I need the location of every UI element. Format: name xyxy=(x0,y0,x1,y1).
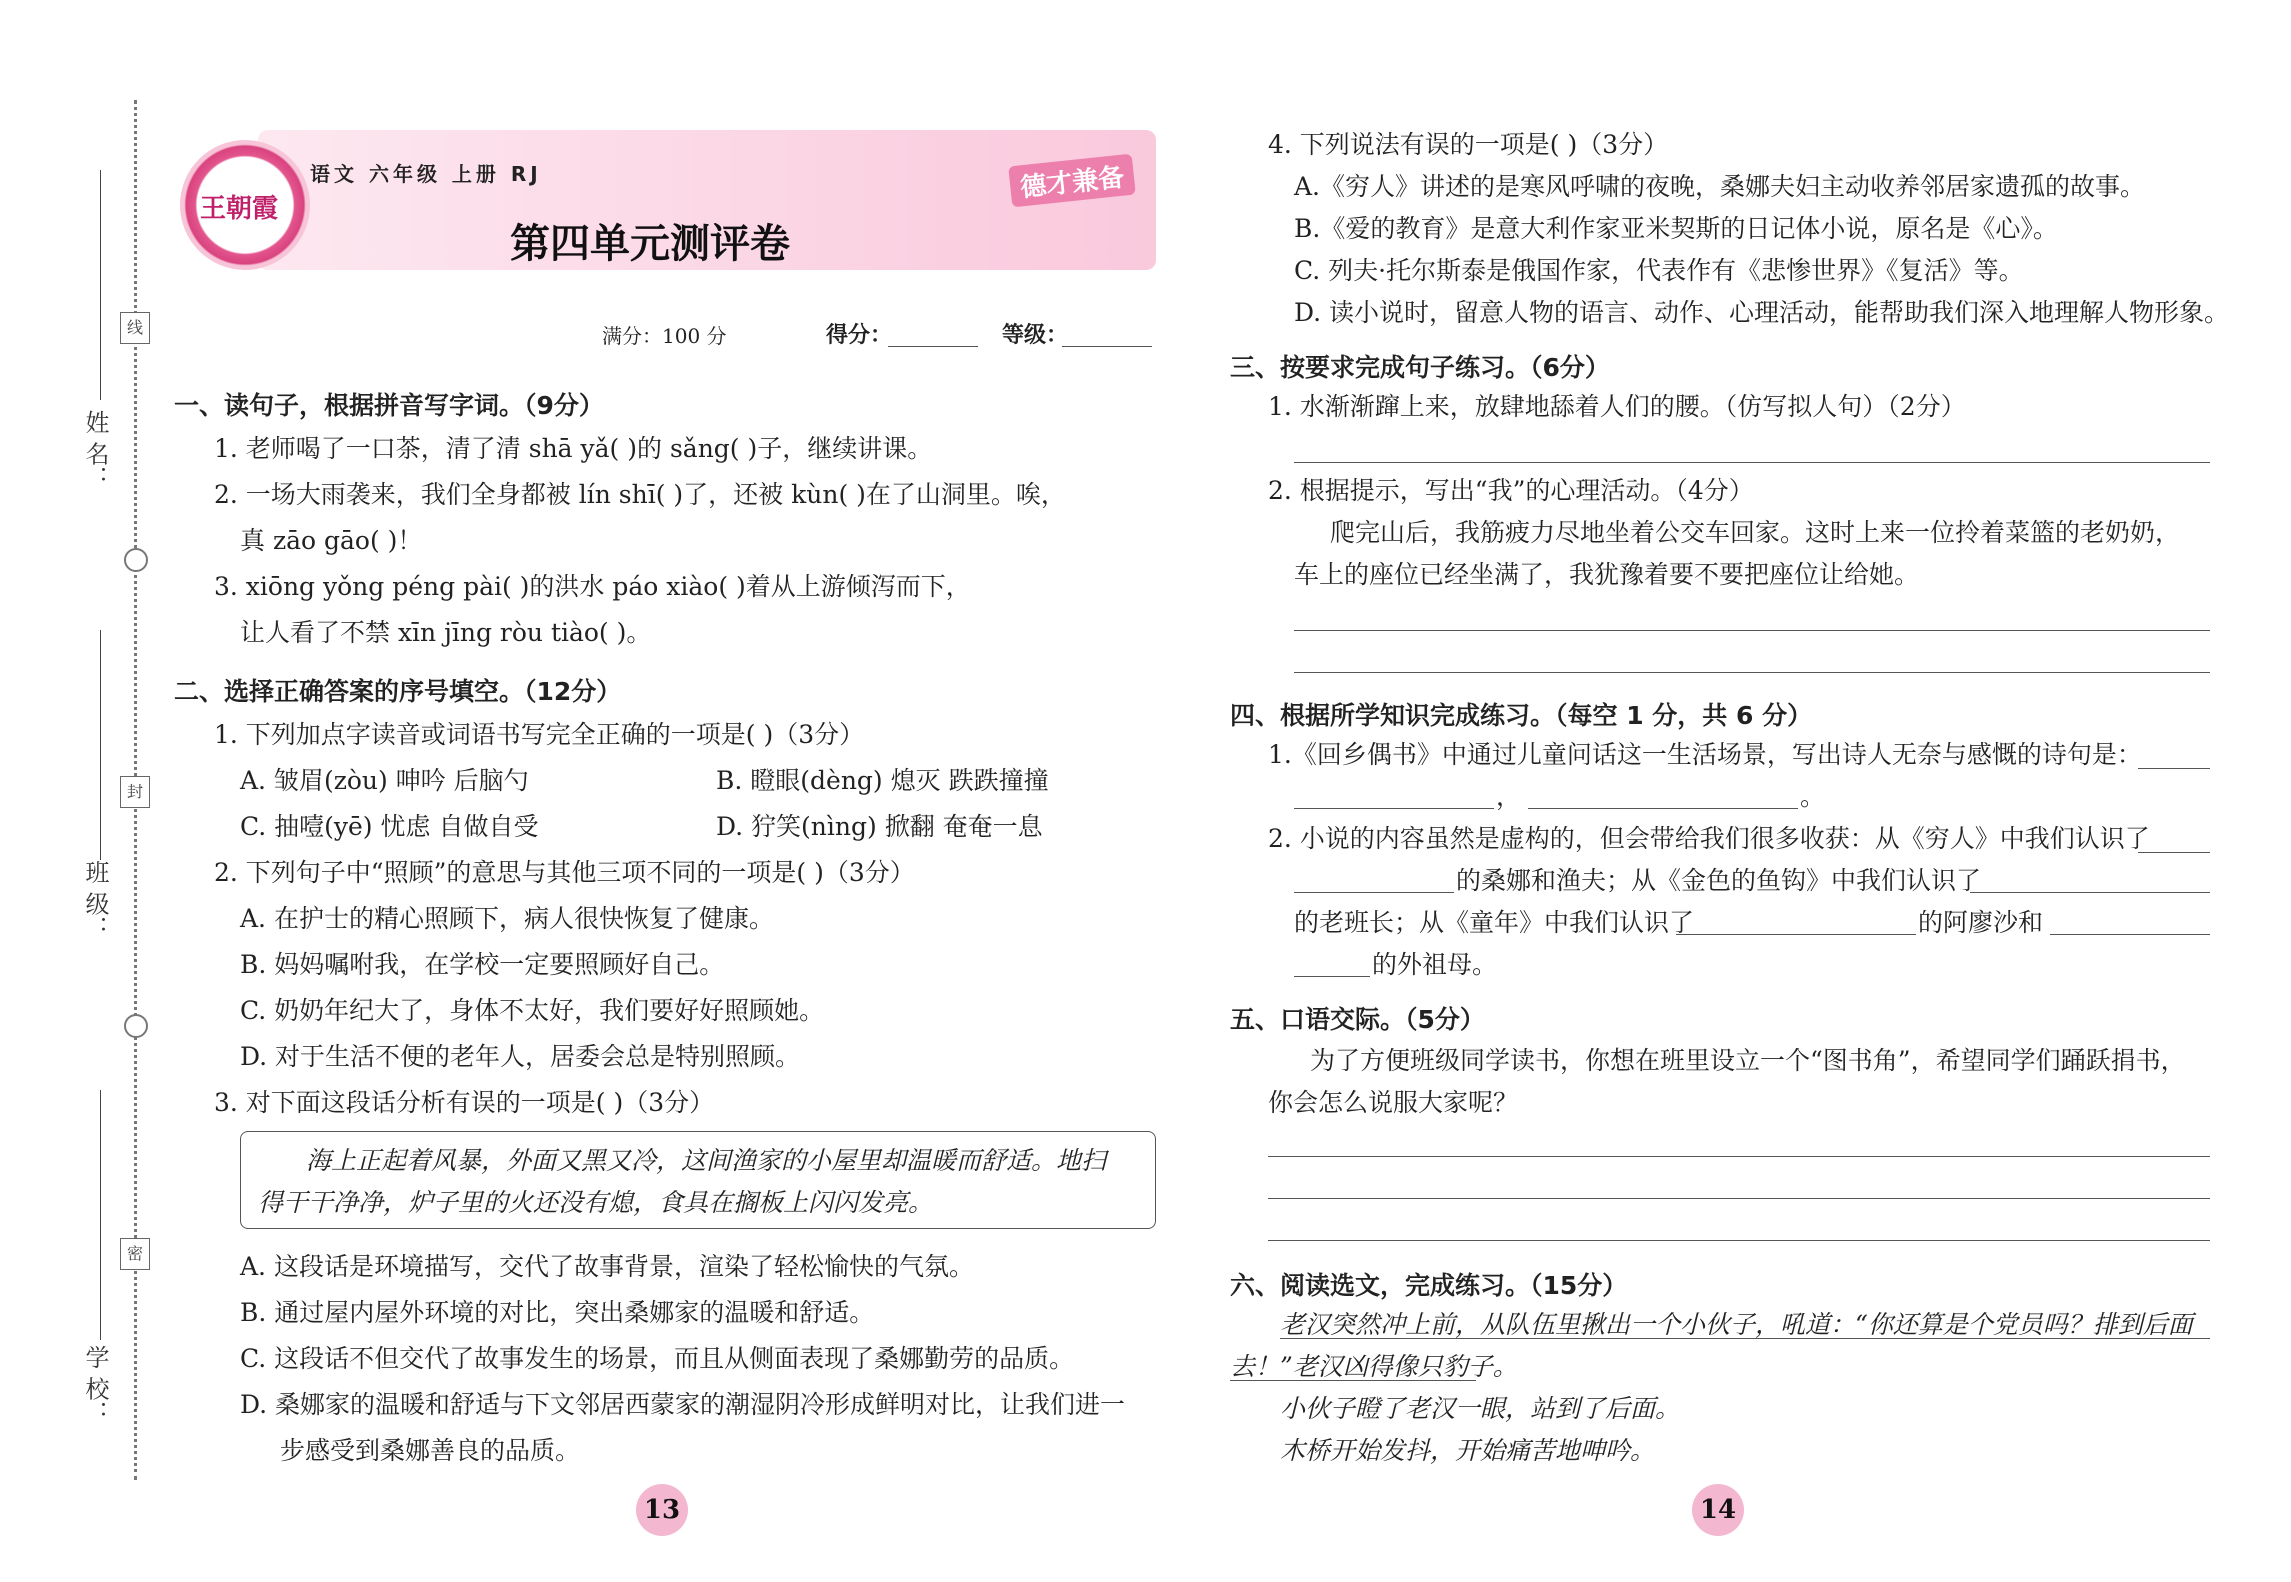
class-underline xyxy=(100,630,101,860)
option-2-4-b: B.《爱的教育》是意大利作家亚米契斯的日记体小说，原名是《心》。 xyxy=(1294,214,2058,243)
question-4-2-cont-4: 的外祖母。 xyxy=(1372,950,1498,979)
passage-line-1: 海上正起着风暴，外面又黑又冷，这间渔家的小屋里却温暖而舒适。地扫 xyxy=(306,1146,1107,1175)
subject-line: 语文 六年级 上册 RJ xyxy=(310,162,542,186)
option-2-3-c: C. 这段话不但交代了故事发生的场景，而且从侧面表现了桑娜勤劳的品质。 xyxy=(240,1344,1075,1373)
answer-blank[interactable] xyxy=(1528,808,1798,809)
option-2-2-c: C. 奶奶年纪大了，身体不太好，我们要好好照顾她。 xyxy=(240,996,825,1025)
question-3-1: 1. 水渐渐蹿上来，放肆地舔着人们的腰。（仿写拟人句）（2分） xyxy=(1268,392,1966,421)
section-4-heading: 四、根据所学知识完成练习。（每空 1 分，共 6 分） xyxy=(1230,701,1813,730)
answer-blank[interactable] xyxy=(2138,768,2210,769)
question-2-4: 4. 下列说法有误的一项是( )（3分） xyxy=(1268,130,1669,159)
option-2-1-a: A. 皱眉(zòu) 呻吟 后脑勺 xyxy=(240,766,529,795)
page-title: 第四单元测评卷 xyxy=(510,221,790,267)
question-3-2: 2. 根据提示，写出“我”的心理活动。（4分） xyxy=(1268,476,1754,505)
reading-line-2: 去！”老汉凶得像只豹子。 xyxy=(1230,1352,1518,1381)
answer-line[interactable] xyxy=(1268,1240,2210,1241)
answer-blank[interactable] xyxy=(1970,892,2210,893)
section-2-heading: 二、选择正确答案的序号填空。（12分） xyxy=(174,677,622,706)
section-5-heading: 五、口语交际。（5分） xyxy=(1230,1005,1485,1034)
passage-line-2: 得干干净净，炉子里的火还没有熄，食具在搁板上闪闪发亮。 xyxy=(258,1188,934,1217)
option-2-4-c: C. 列夫·托尔斯泰是俄国作家，代表作有《悲惨世界》《复活》等。 xyxy=(1294,256,2024,285)
question-4-1: 1.《回乡偶书》中通过儿童问话这一生活场景，写出诗人无奈与感慨的诗句是： xyxy=(1268,740,2142,769)
class-label: 班 级： xyxy=(81,860,109,940)
question-2-2: 2. 下列句子中“照顾”的意思与其他三项不同的一项是( )（3分） xyxy=(214,858,915,887)
section-5-prompt-2: 你会怎么说服大家呢？ xyxy=(1268,1088,1519,1117)
name-underline xyxy=(100,170,101,400)
section-6-heading: 六、阅读选文，完成练习。（15分） xyxy=(1230,1271,1628,1300)
option-2-2-d: D. 对于生活不便的老年人，居委会总是特别照顾。 xyxy=(240,1042,801,1071)
slogan-tag: 德才兼备 xyxy=(1008,154,1136,208)
score-label: 得分： xyxy=(826,323,893,348)
answer-line[interactable] xyxy=(1294,630,2210,631)
page-number-right: 14 xyxy=(1692,1484,1744,1536)
question-1-3: 3. xiōng yǒng péng pài( )的洪水 páo xiào( )着从上游倾泻而下， xyxy=(214,572,971,601)
option-2-3-b: B. 通过屋内屋外环境的对比，突出桑娜家的温暖和舒适。 xyxy=(240,1298,875,1327)
question-4-2-cont-2: 的老班长；从《童年》中我们认识了 xyxy=(1294,908,1695,937)
underline-mark xyxy=(1280,1338,2210,1339)
reading-line-3: 小伙子瞪了老汉一眼，站到了后面。 xyxy=(1280,1394,1681,1423)
underline-mark xyxy=(1230,1380,1476,1381)
option-2-3-d-cont: 步感受到桑娜善良的品质。 xyxy=(280,1436,581,1465)
question-4-2-cont-3: 的阿廖沙和 xyxy=(1918,908,2044,937)
name-label: 姓 名： xyxy=(81,410,109,490)
section-3-heading: 三、按要求完成句子练习。（6分） xyxy=(1230,353,1610,382)
question-1-3-cont: 让人看了不禁 xīn jīng ròu tiào( )。 xyxy=(240,618,652,647)
answer-blank[interactable] xyxy=(2050,934,2210,935)
question-4-2-cont-1: 的桑娜和渔夫；从《金色的鱼钩》中我们认识了 xyxy=(1456,866,1982,895)
answer-blank[interactable] xyxy=(1294,808,1494,809)
question-1-1: 1. 老师喝了一口茶，清了清 shā yǎ( )的 sǎng( )子，继续讲课。 xyxy=(214,434,933,463)
reading-line-4: 木桥开始发抖，开始痛苦地呻吟。 xyxy=(1280,1436,1656,1465)
answer-line[interactable] xyxy=(1268,1156,2210,1157)
full-score: 满分：100 分 xyxy=(602,324,727,348)
score-blank[interactable] xyxy=(888,346,978,347)
binding-mark-xian: 线 xyxy=(120,312,150,344)
answer-blank[interactable] xyxy=(1294,892,1454,893)
question-2-1: 1. 下列加点字读音或词语书写完全正确的一项是( )（3分） xyxy=(214,720,865,749)
question-2-3: 3. 对下面这段话分析有误的一项是( )（3分） xyxy=(214,1088,715,1117)
question-1-2: 2. 一场大雨袭来，我们全身都被 lín shī( )了，还被 kùn( )在了山洞里。唉， xyxy=(214,480,1066,509)
period-mark: 。 xyxy=(1800,782,1826,811)
answer-line[interactable] xyxy=(1294,462,2210,463)
section-1-heading: 一、读句子，根据拼音写字词。（9分） xyxy=(174,391,604,420)
school-underline xyxy=(100,1090,101,1340)
question-3-2-prompt-2: 车上的座位已经坐满了，我犹豫着要不要把座位让给她。 xyxy=(1294,560,1920,589)
option-2-3-d: D. 桑娜家的温暖和舒适与下文邻居西蒙家的潮湿阴冷形成鲜明对比，让我们进一 xyxy=(240,1390,1126,1419)
question-3-2-prompt-1: 爬完山后，我筋疲力尽地坐着公交车回家。这时上来一位拎着菜篮的老奶奶， xyxy=(1330,518,2181,547)
option-2-2-b: B. 妈妈嘱咐我，在学校一定要照顾好自己。 xyxy=(240,950,725,979)
reading-line-1: 老汉突然冲上前，从队伍里揪出一个小伙子，吼道：“你还算是个党员吗？排到后面 xyxy=(1280,1310,2193,1339)
question-1-2-cont: 真 zāo gāo( )！ xyxy=(240,526,423,555)
option-2-3-a: A. 这段话是环境描写，交代了故事背景，渲染了轻松愉快的气氛。 xyxy=(240,1252,974,1281)
option-2-4-d: D. 读小说时，留意人物的语言、动作、心理活动，能帮助我们深入地理解人物形象。 xyxy=(1294,298,2230,327)
question-4-2: 2. 小说的内容虽然是虚构的，但会带给我们很多收获：从《穷人》中我们认识了 xyxy=(1268,824,2150,853)
option-2-4-a: A.《穷人》讲述的是寒风呼啸的夜晚，桑娜夫妇主动收养邻居家遗孤的故事。 xyxy=(1294,172,2146,201)
binding-mark-feng: 封 xyxy=(120,776,150,808)
option-2-2-a: A. 在护士的精心照顾下，病人很快恢复了健康。 xyxy=(240,904,774,933)
answer-line[interactable] xyxy=(1268,1198,2210,1199)
option-2-1-c: C. 抽噎(yē) 忧虑 自做自受 xyxy=(240,812,539,841)
section-5-prompt-1: 为了方便班级同学读书，你想在班里设立一个“图书角”，希望同学们踊跃捐书， xyxy=(1310,1046,2186,1075)
answer-line[interactable] xyxy=(1294,672,2210,673)
binding-mark-mi: 密 xyxy=(120,1238,150,1270)
grade-blank[interactable] xyxy=(1062,346,1152,347)
binding-hole-icon xyxy=(124,548,148,572)
school-label: 学 校： xyxy=(81,1345,109,1425)
comma-mark: ， xyxy=(1496,782,1522,811)
page-number-left: 13 xyxy=(636,1484,688,1536)
option-2-1-d: D. 狞笑(nìng) 掀翻 奄奄一息 xyxy=(716,812,1043,841)
logo-text: 王朝霞 xyxy=(200,194,279,224)
answer-blank[interactable] xyxy=(1294,976,1370,977)
answer-blank[interactable] xyxy=(2138,852,2210,853)
option-2-1-b: B. 瞪眼(dèng) 熄灭 跌跌撞撞 xyxy=(716,766,1049,795)
binding-hole-icon xyxy=(124,1014,148,1038)
grade-label: 等级： xyxy=(1002,323,1069,348)
answer-blank[interactable] xyxy=(1676,934,1916,935)
